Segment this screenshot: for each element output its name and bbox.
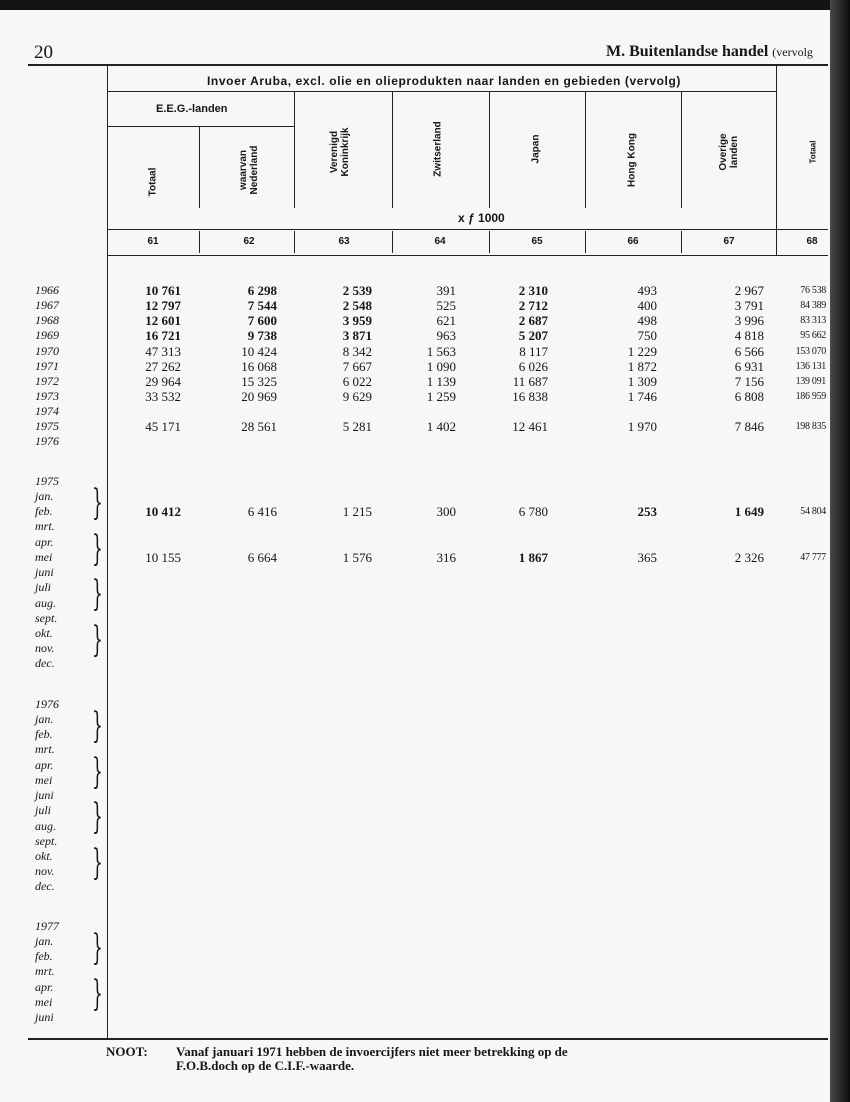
year-row-cell: 6 022 xyxy=(342,374,372,389)
year-label: 1969 xyxy=(35,328,59,342)
col-number: 63 xyxy=(338,236,350,247)
month-label: mrt. xyxy=(35,742,55,756)
year-row-cell: 1 309 xyxy=(627,374,657,389)
month-label: juni xyxy=(35,1010,54,1024)
year-label: 1973 xyxy=(35,389,59,403)
quarter-row-cell: 2 326 xyxy=(734,550,764,565)
year-label: 1976 xyxy=(35,434,59,448)
year-label: 1970 xyxy=(35,344,59,358)
quarter-brace: } xyxy=(92,573,103,616)
year-row-cell: 7 846 xyxy=(734,419,764,434)
quarter-row-cell: 1 215 xyxy=(342,504,372,519)
group-eeg-label: E.E.G.-landen xyxy=(156,103,228,115)
quarter-brace: } xyxy=(92,842,103,885)
quarter-row-cell: 47 777 xyxy=(800,552,826,563)
col-number: 64 xyxy=(434,236,446,247)
month-label: nov. xyxy=(35,864,55,878)
month-label: mei xyxy=(35,550,53,564)
year-row-cell: 6 808 xyxy=(734,389,764,404)
footnote-text: Vanaf januari 1971 hebben de invoercijfers niet meer betrekking op de xyxy=(176,1044,568,1059)
year-row-cell: 7 544 xyxy=(247,298,277,313)
year-row-cell: 3 996 xyxy=(734,313,764,328)
table-bottom-rule xyxy=(28,1038,828,1040)
col-divider xyxy=(489,91,490,208)
year-row-cell: 153 070 xyxy=(795,346,826,357)
top-edge xyxy=(0,0,850,10)
year-row-cell: 9 738 xyxy=(247,328,277,343)
year-row-cell: 3 791 xyxy=(734,298,764,313)
colnum-tick xyxy=(294,231,295,253)
quarter-row-cell: 300 xyxy=(436,504,456,519)
colnum-tick xyxy=(585,231,586,253)
year-row-cell: 8 117 xyxy=(519,344,548,359)
footnote-line2: F.O.B.doch op de C.I.F.-waarde. xyxy=(176,1058,355,1073)
section-title-cut: (vervolg xyxy=(772,45,813,59)
period-year: 1975 xyxy=(35,474,59,488)
col-header: Verenigd Koninkrijk xyxy=(329,127,351,177)
month-label: juli xyxy=(35,580,52,594)
year-row-cell: 2 967 xyxy=(734,283,764,298)
colnum-tick xyxy=(681,231,682,253)
month-label: apr. xyxy=(35,980,54,994)
year-row-cell: 7 667 xyxy=(342,359,372,374)
year-row-cell: 16 721 xyxy=(145,328,181,343)
month-label: apr. xyxy=(35,758,54,772)
month-label: aug. xyxy=(35,819,56,833)
year-row-cell: 84 389 xyxy=(800,300,826,311)
year-row-cell: 198 835 xyxy=(795,421,826,432)
year-row-cell: 28 561 xyxy=(241,419,277,434)
month-label: mei xyxy=(35,995,53,1009)
year-row-cell: 3 959 xyxy=(342,313,372,328)
quarter-row-cell: 6 780 xyxy=(518,504,548,519)
quarter-row-cell: 1 649 xyxy=(734,504,764,519)
year-row-cell: 2 548 xyxy=(342,298,372,313)
colnum-top-rule xyxy=(108,229,828,230)
year-row-cell: 1 259 xyxy=(426,389,456,404)
quarter-row-cell: 1 576 xyxy=(342,550,372,565)
quarter-row-cell: 253 xyxy=(637,504,657,519)
year-row-cell: 5 281 xyxy=(342,419,372,434)
year-row-cell: 2 687 xyxy=(518,313,548,328)
year-row-cell: 76 538 xyxy=(800,285,826,296)
year-row-cell: 45 171 xyxy=(145,419,181,434)
year-row-cell: 1 402 xyxy=(426,419,456,434)
year-row-cell: 139 091 xyxy=(795,376,826,387)
document-page xyxy=(0,10,830,1102)
title-rule xyxy=(108,91,776,92)
year-row-cell: 493 xyxy=(637,283,657,298)
year-row-cell: 2 310 xyxy=(518,283,548,298)
year-row-cell: 186 959 xyxy=(795,391,826,402)
year-row-cell: 12 797 xyxy=(145,298,181,313)
year-label: 1972 xyxy=(35,374,59,388)
quarter-brace: } xyxy=(92,927,103,970)
month-label: sept. xyxy=(35,834,58,848)
col-number: 67 xyxy=(723,236,735,247)
quarter-row-cell: 1 867 xyxy=(518,550,548,565)
quarter-brace: } xyxy=(92,973,103,1016)
year-row-cell: 7 600 xyxy=(247,313,277,328)
year-row-cell: 3 871 xyxy=(342,328,372,343)
quarter-row-cell: 6 416 xyxy=(247,504,277,519)
col-header: Zwitserland xyxy=(432,121,444,177)
colnum-bottom-rule xyxy=(108,255,828,256)
year-row-cell: 7 156 xyxy=(734,374,764,389)
month-label: aug. xyxy=(35,596,56,610)
year-row-cell: 15 325 xyxy=(241,374,277,389)
year-row-cell: 5 207 xyxy=(518,328,548,343)
col-number: 61 xyxy=(147,236,159,247)
col-divider xyxy=(199,126,200,208)
year-row-cell: 16 068 xyxy=(241,359,277,374)
year-row-cell: 6 931 xyxy=(734,359,764,374)
quarter-row-cell: 316 xyxy=(436,550,456,565)
table-title: Invoer Aruba, excl. olie en olieprodukten naar landen en gebieden (vervolg) xyxy=(207,74,681,88)
col-divider xyxy=(585,91,586,208)
col-header: Totaal xyxy=(147,167,159,197)
year-row-cell: 16 838 xyxy=(512,389,548,404)
section-title xyxy=(606,43,813,61)
month-label: mrt. xyxy=(35,964,55,978)
month-label: jan. xyxy=(35,489,54,503)
quarter-row-cell: 365 xyxy=(637,550,657,565)
year-row-cell: 136 131 xyxy=(795,361,826,372)
year-row-cell: 29 964 xyxy=(145,374,181,389)
stub-divider xyxy=(107,64,108,1039)
month-label: sept. xyxy=(35,611,58,625)
year-row-cell: 12 601 xyxy=(145,313,181,328)
col-header: Overige landen xyxy=(718,133,740,171)
col-number: 62 xyxy=(243,236,255,247)
year-row-cell: 1 872 xyxy=(627,359,657,374)
year-row-cell: 498 xyxy=(637,313,657,328)
month-label: feb. xyxy=(35,949,53,963)
col-divider xyxy=(776,64,777,256)
year-row-cell: 27 262 xyxy=(145,359,181,374)
month-label: okt. xyxy=(35,849,53,863)
year-row-cell: 83 313 xyxy=(800,315,826,326)
month-label: juni xyxy=(35,565,54,579)
month-label: apr. xyxy=(35,535,54,549)
month-label: dec. xyxy=(35,879,55,893)
year-row-cell: 20 969 xyxy=(241,389,277,404)
year-label: 1974 xyxy=(35,404,59,418)
year-row-cell: 10 761 xyxy=(145,283,181,298)
year-row-cell: 2 712 xyxy=(518,298,548,313)
year-row-cell: 1 139 xyxy=(426,374,456,389)
col-header: Totaal xyxy=(808,140,818,164)
col-header: Hong Kong xyxy=(626,133,638,187)
col-number: 68 xyxy=(806,236,818,247)
year-label: 1966 xyxy=(35,283,59,297)
quarter-row-cell: 54 804 xyxy=(800,506,826,517)
year-row-cell: 400 xyxy=(637,298,657,313)
col-divider xyxy=(294,91,295,208)
year-label: 1975 xyxy=(35,419,59,433)
footnote-label: NOOT: xyxy=(106,1044,148,1059)
month-label: jan. xyxy=(35,934,54,948)
period-year: 1976 xyxy=(35,697,59,711)
footnote xyxy=(106,1045,568,1073)
quarter-brace: } xyxy=(92,528,103,571)
col-header: waarvan Nederland xyxy=(238,145,260,195)
colnum-tick xyxy=(489,231,490,253)
col-divider xyxy=(681,91,682,208)
quarter-brace: } xyxy=(92,705,103,748)
col-header: Japan xyxy=(530,134,542,164)
quarter-brace: } xyxy=(92,796,103,839)
year-row-cell: 750 xyxy=(637,328,657,343)
year-row-cell: 1 970 xyxy=(627,419,657,434)
year-row-cell: 12 461 xyxy=(512,419,548,434)
month-label: okt. xyxy=(35,626,53,640)
page-number: 20 xyxy=(34,42,53,63)
footnote-line1 xyxy=(106,1045,568,1059)
year-row-cell: 2 539 xyxy=(342,283,372,298)
header-rule xyxy=(28,64,828,66)
year-row-cell: 8 342 xyxy=(342,344,372,359)
year-row-cell: 11 687 xyxy=(512,374,548,389)
year-row-cell: 9 629 xyxy=(342,389,372,404)
year-row-cell: 1 229 xyxy=(627,344,657,359)
quarter-row-cell: 10 412 xyxy=(145,504,181,519)
month-label: mrt. xyxy=(35,519,55,533)
colnum-tick xyxy=(199,231,200,253)
year-label: 1971 xyxy=(35,359,59,373)
quarter-brace: } xyxy=(92,482,103,525)
year-row-cell: 95 662 xyxy=(800,330,826,341)
year-row-cell: 391 xyxy=(436,283,456,298)
year-row-cell: 6 026 xyxy=(518,359,548,374)
quarter-brace: } xyxy=(92,751,103,794)
month-label: jan. xyxy=(35,712,54,726)
year-row-cell: 621 xyxy=(436,313,456,328)
month-label: juli xyxy=(35,803,52,817)
month-label: feb. xyxy=(35,727,53,741)
year-row-cell: 525 xyxy=(436,298,456,313)
year-row-cell: 4 818 xyxy=(734,328,764,343)
year-row-cell: 963 xyxy=(436,328,456,343)
quarter-row-cell: 10 155 xyxy=(145,550,181,565)
month-label: juni xyxy=(35,788,54,802)
year-row-cell: 10 424 xyxy=(241,344,277,359)
col-number: 66 xyxy=(627,236,639,247)
scan-edge xyxy=(830,0,850,1102)
month-label: feb. xyxy=(35,504,53,518)
month-label: nov. xyxy=(35,641,55,655)
quarter-brace: } xyxy=(92,619,103,662)
col-number: 65 xyxy=(531,236,543,247)
section-title-text: M. Buitenlandse handel xyxy=(606,43,769,60)
year-label: 1967 xyxy=(35,298,59,312)
year-row-cell: 6 566 xyxy=(734,344,764,359)
quarter-row-cell: 6 664 xyxy=(247,550,277,565)
period-year: 1977 xyxy=(35,919,59,933)
eeg-rule xyxy=(108,126,294,127)
year-row-cell: 6 298 xyxy=(247,283,277,298)
col-divider xyxy=(392,91,393,208)
year-row-cell: 1 563 xyxy=(426,344,456,359)
month-label: dec. xyxy=(35,656,55,670)
year-label: 1968 xyxy=(35,313,59,327)
colnum-tick xyxy=(392,231,393,253)
year-row-cell: 33 532 xyxy=(145,389,181,404)
year-row-cell: 1 746 xyxy=(627,389,657,404)
unit-label: x ƒ 1000 xyxy=(458,211,505,225)
month-label: mei xyxy=(35,773,53,787)
year-row-cell: 47 313 xyxy=(145,344,181,359)
year-row-cell: 1 090 xyxy=(426,359,456,374)
